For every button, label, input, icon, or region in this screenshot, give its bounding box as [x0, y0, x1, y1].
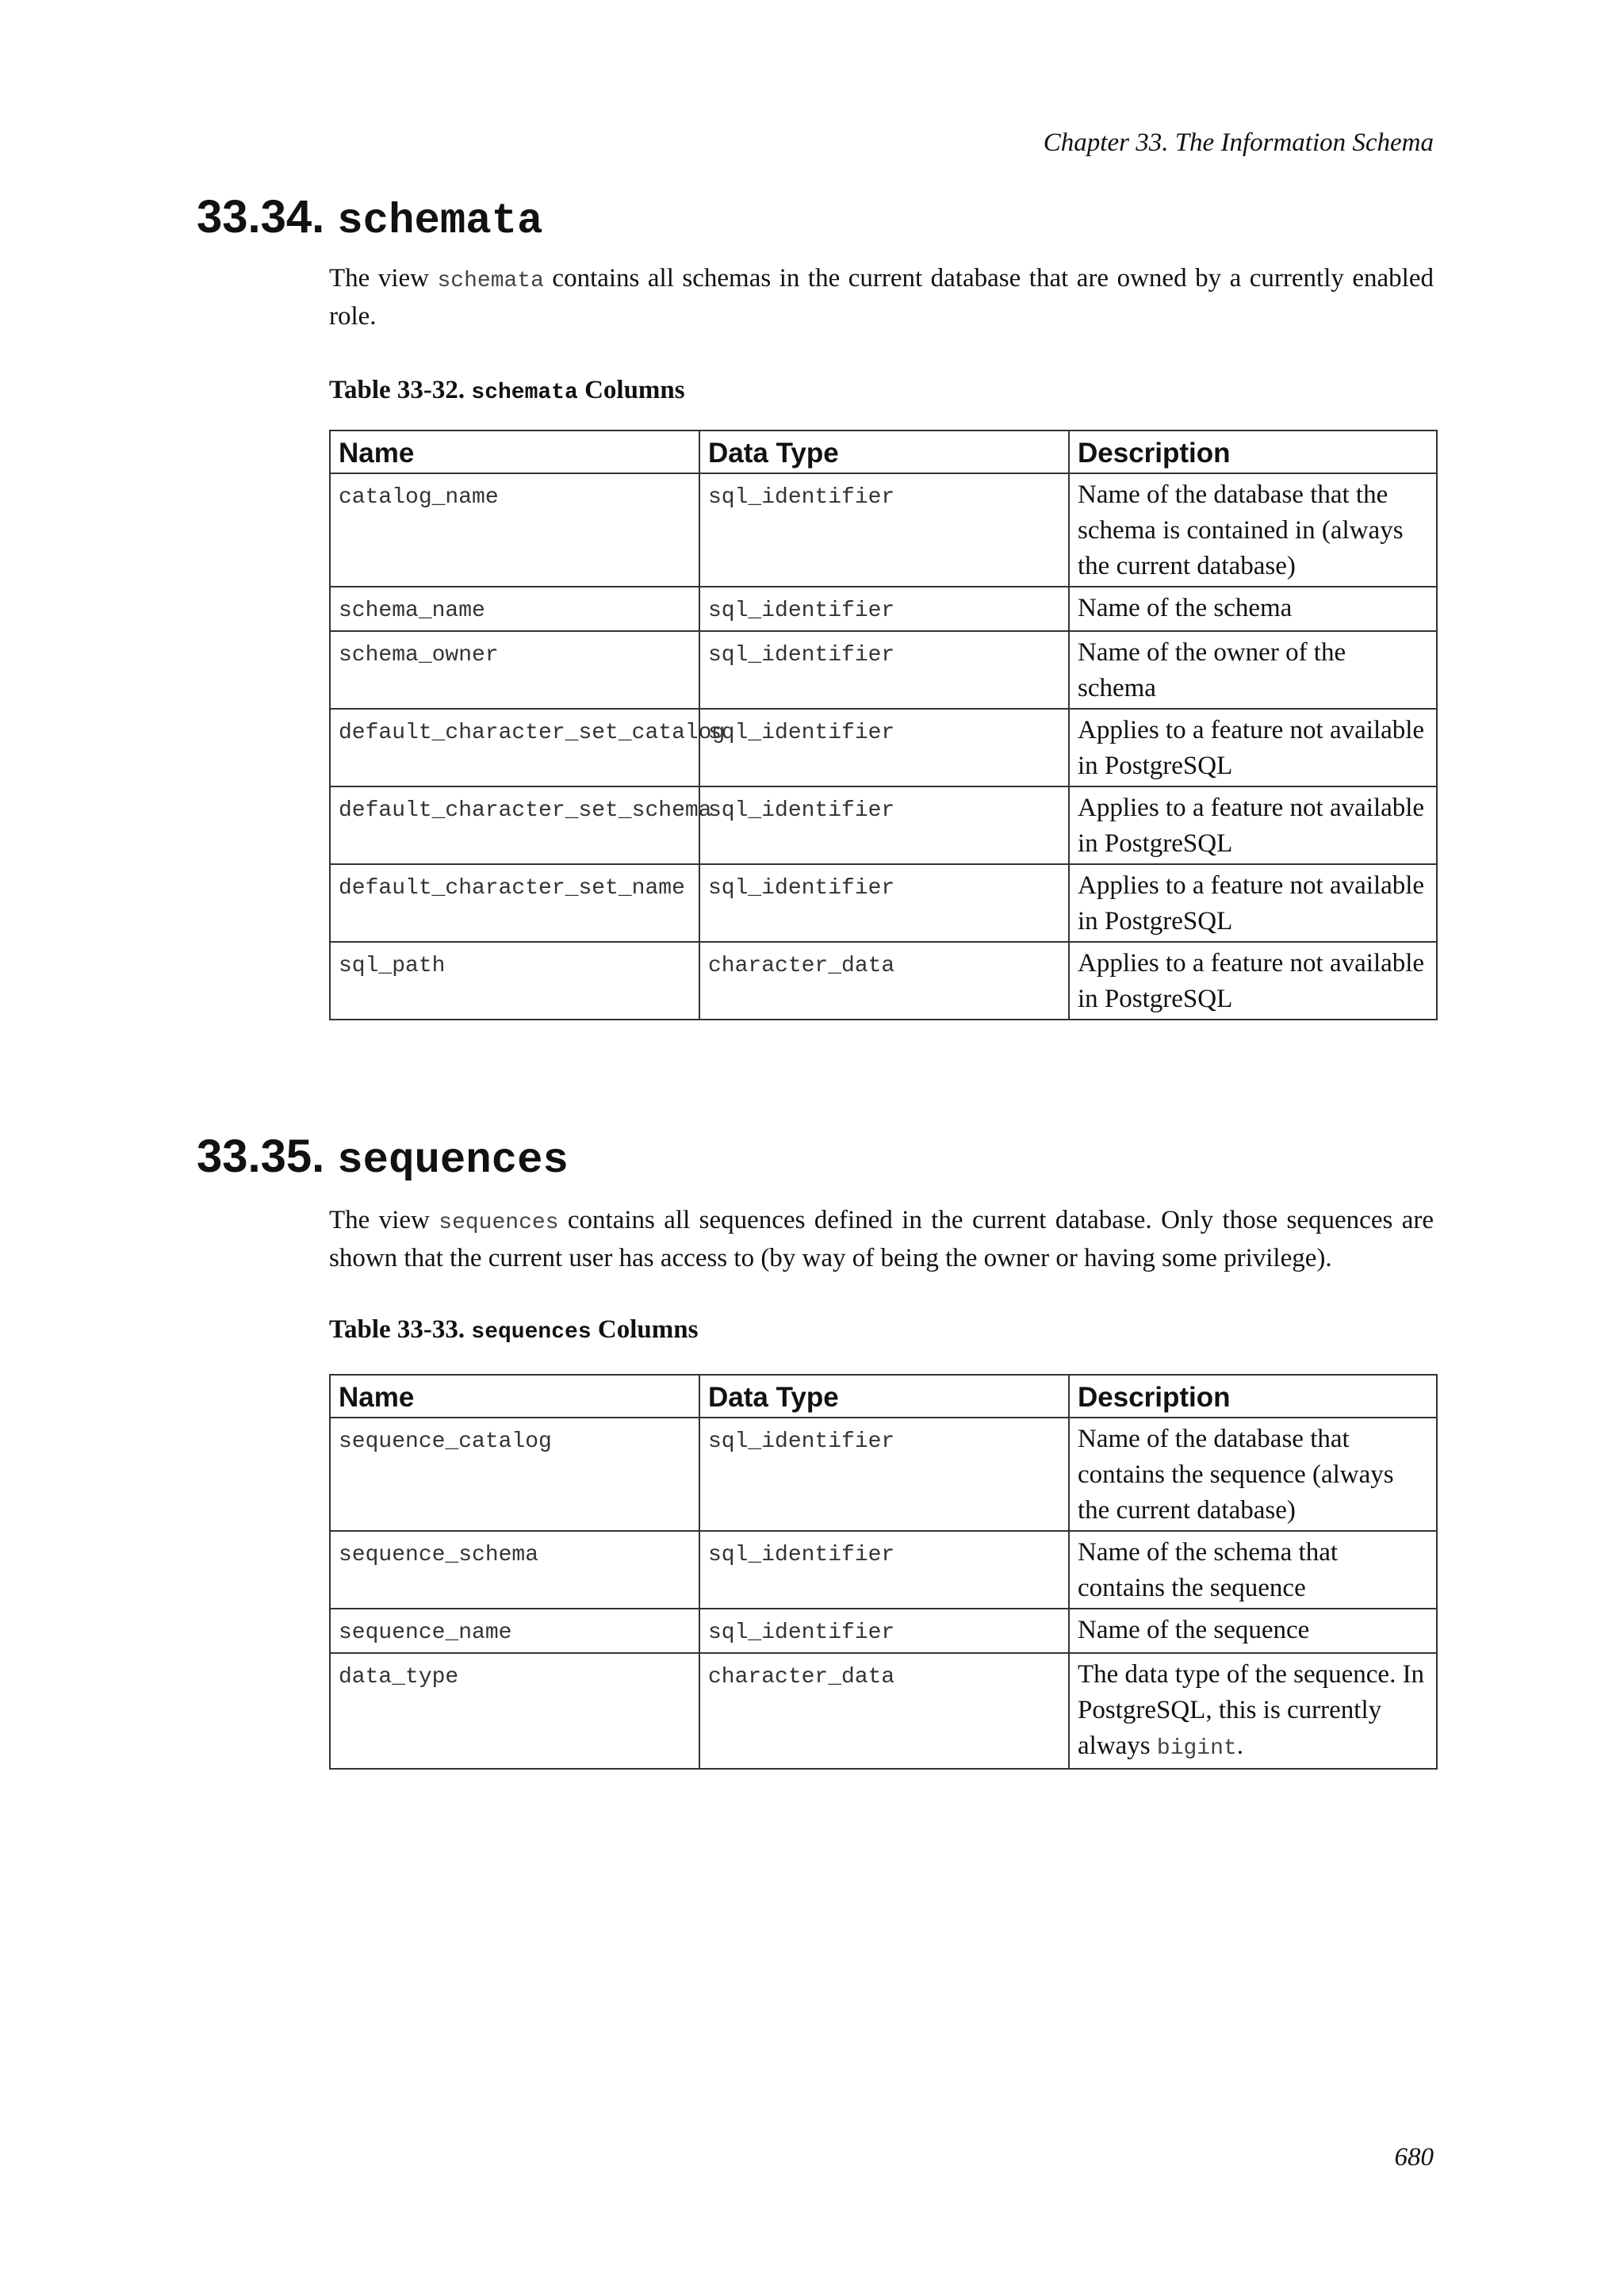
table-row: [330, 1653, 1437, 1769]
data-type-cell: sql_identifier: [699, 473, 1069, 587]
description-cell: Name of the database that contains the sequence (always the current database): [1069, 1418, 1437, 1531]
table-row: [330, 1418, 1437, 1531]
caption-text: Columns: [577, 376, 685, 404]
description-text: The data type of the sequence. In PostgreSQL, this is currently always: [1078, 1660, 1425, 1760]
intro-text: contains all schemas in the current database that are owned by a currently enabled role.: [329, 264, 1434, 331]
column-name-cell: sequence_catalog: [330, 1418, 699, 1531]
section-number: 33.34.: [197, 191, 325, 243]
column-header: Description: [1069, 1375, 1437, 1418]
table-header-row: [330, 430, 1437, 473]
description-cell: Applies to a feature not available in PostgreSQL: [1069, 709, 1437, 786]
column-name-cell: schema_owner: [330, 631, 699, 709]
section-intro: [329, 1203, 1434, 1276]
description-text: .: [1236, 1732, 1243, 1760]
column-name-cell: catalog_name: [330, 473, 699, 587]
section-title: [197, 191, 543, 246]
column-header: Description: [1069, 430, 1437, 473]
column-header: Data Type: [699, 430, 1069, 473]
section-intro: [329, 261, 1434, 335]
intro-text: contains all sequences defined in the current database. Only those sequences are shown that the current user has access to (by way of being the owner or having some privilege).: [329, 1206, 1434, 1272]
caption-text: Table 33-33.: [329, 1315, 472, 1344]
description-cell: Applies to a feature not available in PostgreSQL: [1069, 786, 1437, 864]
columns-table: [329, 1374, 1438, 1770]
table-row: [330, 709, 1437, 786]
table-row: [330, 631, 1437, 709]
column-name-cell: default_character_set_catalog: [330, 709, 699, 786]
column-name-cell: sequence_name: [330, 1609, 699, 1653]
caption-code: schemata: [471, 381, 578, 405]
data-type-cell: sql_identifier: [699, 1418, 1069, 1531]
section-code: schemata: [337, 197, 543, 246]
data-type-cell: character_data: [699, 942, 1069, 1020]
data-type-cell: sql_identifier: [699, 587, 1069, 631]
table-row: [330, 1609, 1437, 1653]
caption-code: sequences: [471, 1320, 592, 1345]
description-cell: [1069, 1653, 1437, 1769]
table-caption: [329, 1315, 698, 1345]
intro-code: schemata: [437, 269, 544, 293]
data-type-cell: character_data: [699, 1653, 1069, 1769]
description-cell: Name of the schema: [1069, 587, 1437, 631]
page-number: 680: [1394, 2143, 1434, 2172]
data-type-cell: sql_identifier: [699, 1531, 1069, 1609]
column-header: Data Type: [699, 1375, 1069, 1418]
column-name-cell: schema_name: [330, 587, 699, 631]
running-header: Chapter 33. The Information Schema: [1043, 128, 1434, 157]
description-cell: Name of the owner of the schema: [1069, 631, 1437, 709]
column-name-cell: default_character_set_name: [330, 864, 699, 942]
table-row: [330, 587, 1437, 631]
section-title: [197, 1131, 569, 1185]
description-cell: Applies to a feature not available in PostgreSQL: [1069, 942, 1437, 1020]
data-type-cell: sql_identifier: [699, 709, 1069, 786]
description-cell: Name of the schema that contains the sequence: [1069, 1531, 1437, 1609]
table-row: [330, 473, 1437, 587]
table-row: [330, 786, 1437, 864]
table-header-row: [330, 1375, 1437, 1418]
section-code: sequences: [337, 1137, 569, 1185]
table-row: [330, 864, 1437, 942]
column-header: Name: [330, 430, 699, 473]
data-type-cell: sql_identifier: [699, 1609, 1069, 1653]
description-code: bigint: [1156, 1736, 1237, 1761]
table-row: [330, 1531, 1437, 1609]
column-name-cell: sequence_schema: [330, 1531, 699, 1609]
description-cell: Name of the sequence: [1069, 1609, 1437, 1653]
section-number: 33.35.: [197, 1131, 325, 1182]
data-type-cell: sql_identifier: [699, 631, 1069, 709]
columns-table: [329, 430, 1438, 1020]
intro-code: sequences: [439, 1211, 559, 1235]
table-row: [330, 942, 1437, 1020]
caption-text: Columns: [591, 1315, 699, 1344]
data-type-cell: sql_identifier: [699, 864, 1069, 942]
data-type-cell: sql_identifier: [699, 786, 1069, 864]
description-cell: Name of the database that the schema is contained in (always the current database): [1069, 473, 1437, 587]
caption-text: Table 33-32.: [329, 376, 472, 404]
column-name-cell: sql_path: [330, 942, 699, 1020]
intro-text: The view: [329, 1206, 439, 1234]
column-header: Name: [330, 1375, 699, 1418]
table-caption: [329, 376, 685, 405]
column-name-cell: data_type: [330, 1653, 699, 1769]
description-cell: Applies to a feature not available in PostgreSQL: [1069, 864, 1437, 942]
column-name-cell: default_character_set_schema: [330, 786, 699, 864]
intro-text: The view: [329, 264, 438, 293]
